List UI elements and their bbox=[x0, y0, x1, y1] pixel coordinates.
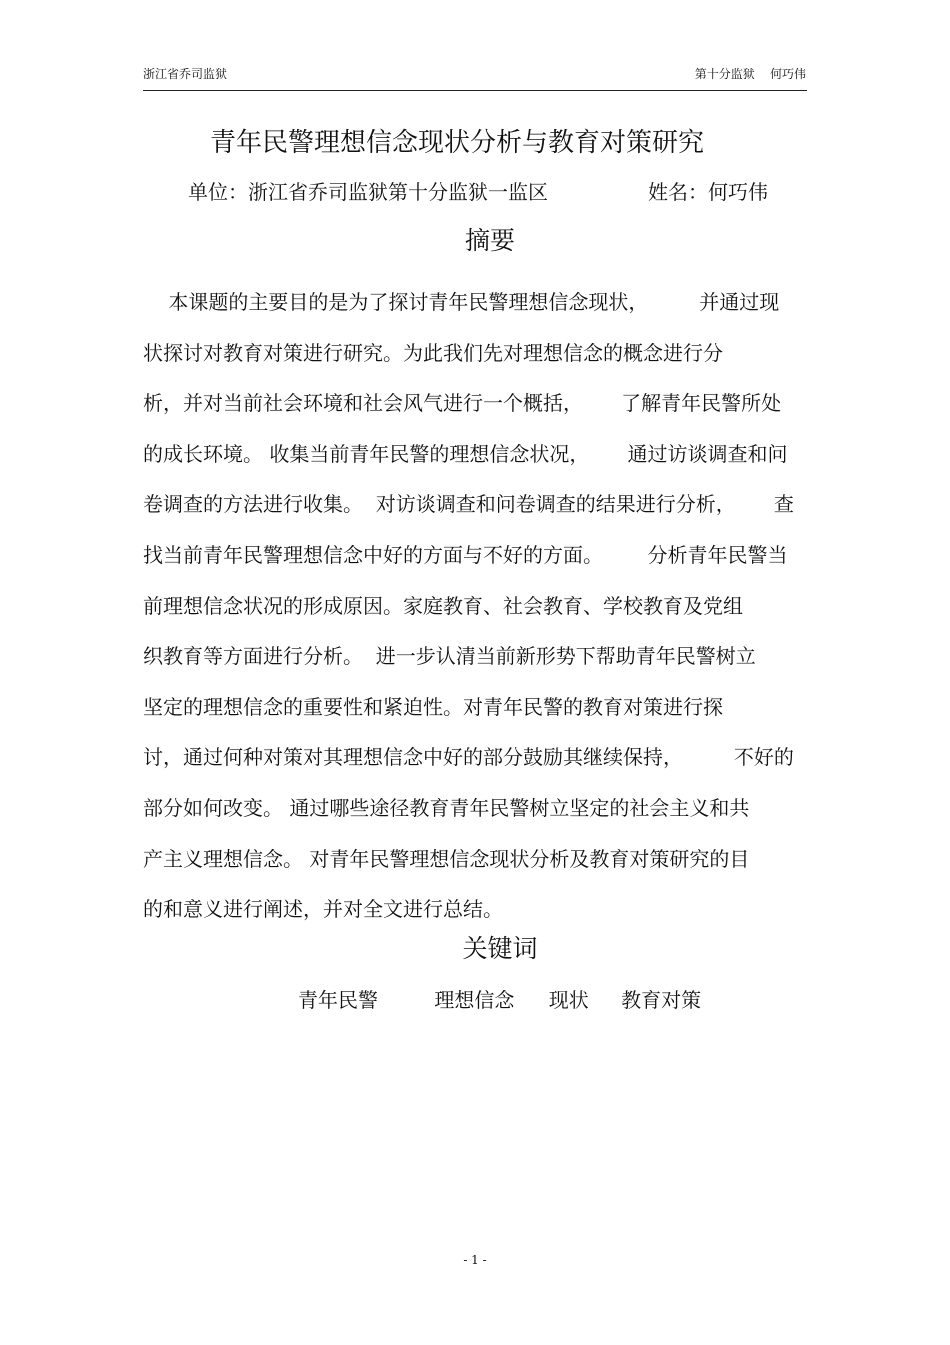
abstract-line: 找当前青年民警理想信念中好的方面与不好的方面。 分析青年民警当 bbox=[143, 542, 788, 567]
document-title: 青年民警理想信念现状分析与教育对策研究 bbox=[209, 128, 704, 158]
header-divider bbox=[143, 90, 807, 91]
abstract-line: 讨，通过何种对策对其理想信念中好的部分鼓励其继续保持， 不好的 bbox=[143, 745, 794, 770]
keywords-list bbox=[298, 986, 701, 1014]
abstract-line: 状探讨对教育对策进行研究。为此我们先对理想信念的概念进行分 bbox=[143, 340, 723, 365]
abstract-line: 卷调查的方法进行收集。 对访谈调查和问卷调查的结果进行分析， 查 bbox=[143, 492, 794, 517]
abstract-line: 本课题的主要目的是为了探讨青年民警理想信念现状， 并通过现 bbox=[143, 290, 780, 314]
keyword-item: 现状 bbox=[548, 988, 589, 1012]
running-header-right: 第十分监狱 何巧伟 bbox=[694, 67, 806, 81]
abstract-line: 织教育等方面进行分析。 进一步认清当前新形势下帮助青年民警树立 bbox=[143, 644, 756, 669]
abstract-line: 产主义理想信念。 对青年民警理想信念现状分析及教育对策研究的目 bbox=[143, 846, 750, 871]
abstract-line: 前理想信念状况的形成原因。家庭教育、社会教育、学校教育及党组 bbox=[143, 593, 743, 618]
abstract-line: 的成长环境。 收集当前青年民警的理想信念状况， 通过访谈调查和问 bbox=[143, 441, 788, 466]
keyword-item: 青年民警 bbox=[298, 988, 378, 1012]
keyword-item: 理想信念 bbox=[434, 988, 515, 1012]
author-unit: 单位：浙江省乔司监狱第十分监狱一监区 bbox=[188, 180, 548, 204]
abstract-line: 部分如何改变。 通过哪些途径教育青年民警树立坚定的社会主义和共 bbox=[143, 795, 750, 820]
running-header-left: 浙江省乔司监狱 bbox=[143, 67, 228, 81]
author-name: 姓名：何巧伟 bbox=[648, 180, 768, 204]
abstract-heading: 摘要 bbox=[464, 226, 515, 255]
keywords-heading: 关键词 bbox=[462, 934, 538, 963]
abstract-line: 析，并对当前社会环境和社会风气进行一个概括， 了解青年民警所处 bbox=[143, 391, 782, 416]
abstract-body bbox=[143, 286, 807, 944]
abstract-line: 的和意义进行阐述，并对全文进行总结。 bbox=[143, 897, 503, 922]
keyword-item: 教育对策 bbox=[621, 988, 702, 1012]
page-number: - 1 - bbox=[463, 1253, 487, 1267]
abstract-line: 坚定的理想信念的重要性和紧迫性。对青年民警的教育对策进行探 bbox=[143, 694, 723, 719]
